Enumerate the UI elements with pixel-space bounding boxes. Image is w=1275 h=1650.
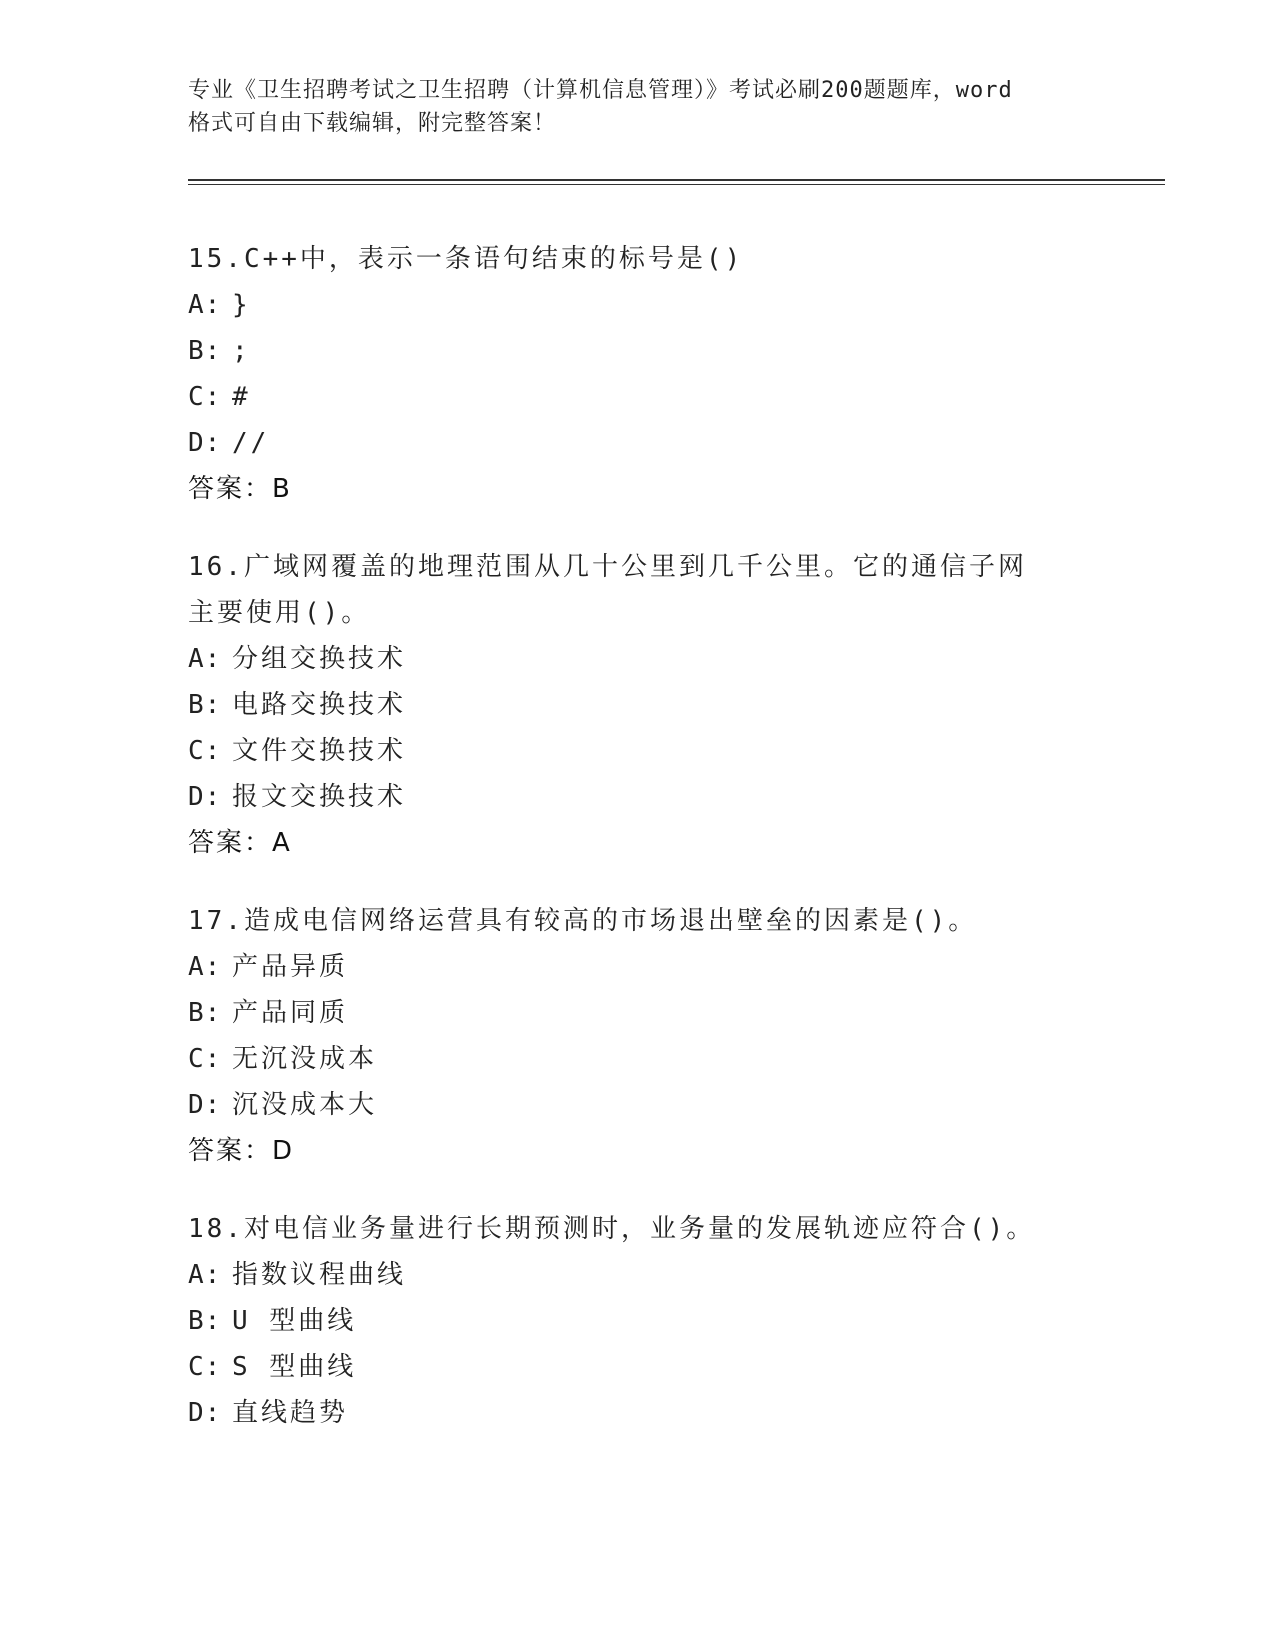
- option-letter: C:: [188, 382, 222, 412]
- option-text: #: [232, 382, 251, 412]
- answer-line: 答案：D: [188, 1136, 295, 1166]
- option-letter: A:: [188, 1260, 222, 1290]
- document-header: [188, 74, 1088, 140]
- option-c: [188, 728, 1088, 774]
- answer-line: 答案：B: [188, 474, 292, 504]
- option-text: 产品同质: [232, 998, 349, 1028]
- question-stem: 16.广域网覆盖的地理范围从几十公里到几千公里。它的通信子网主要使用()。: [188, 552, 1027, 628]
- option-b: [188, 328, 1088, 374]
- option-d: [188, 1390, 1088, 1436]
- option-text: 分组交换技术: [232, 644, 407, 674]
- question-stem: 17.造成电信网络运营具有较高的市场退出壁垒的因素是()。: [188, 906, 978, 936]
- option-c: [188, 374, 1088, 420]
- answer-line: 答案：A: [188, 828, 292, 858]
- header-line-2: 格式可自由下载编辑，附完整答案！: [188, 111, 557, 136]
- header-line-1: 专业《卫生招聘考试之卫生招聘（计算机信息管理）》考试必刷200题题库，word: [188, 78, 1013, 103]
- option-letter: B:: [188, 998, 222, 1028]
- option-b: [188, 682, 1088, 728]
- option-text: 文件交换技术: [232, 736, 407, 766]
- question-17: [188, 898, 1088, 1174]
- option-d: [188, 774, 1088, 820]
- question-stem: 15.C++中，表示一条语句结束的标号是(): [188, 244, 744, 274]
- option-a: [188, 282, 1088, 328]
- question-stem: 18.对电信业务量进行长期预测时，业务量的发展轨迹应符合()。: [188, 1214, 1036, 1244]
- option-letter: D:: [188, 782, 222, 812]
- option-c: [188, 1036, 1088, 1082]
- option-text: //: [232, 428, 270, 458]
- option-letter: A:: [188, 290, 222, 320]
- option-letter: C:: [188, 1352, 222, 1382]
- option-a: [188, 1252, 1088, 1298]
- question-16: [188, 544, 1088, 866]
- option-text: ;: [232, 336, 251, 366]
- option-text: 报文交换技术: [232, 782, 407, 812]
- question-15: [188, 236, 1088, 512]
- option-b: [188, 990, 1088, 1036]
- option-text: U 型曲线: [232, 1306, 357, 1336]
- header-divider-thick: [188, 179, 1165, 181]
- option-letter: A:: [188, 952, 222, 982]
- option-letter: B:: [188, 690, 222, 720]
- option-letter: D:: [188, 1398, 222, 1428]
- option-letter: D:: [188, 1090, 222, 1120]
- option-letter: A:: [188, 644, 222, 674]
- option-text: 直线趋势: [232, 1398, 349, 1428]
- option-d: [188, 420, 1088, 466]
- option-text: 产品异质: [232, 952, 349, 982]
- option-text: 电路交换技术: [232, 690, 407, 720]
- option-text: 指数议程曲线: [232, 1260, 407, 1290]
- option-letter: C:: [188, 736, 222, 766]
- option-c: [188, 1344, 1088, 1390]
- option-a: [188, 944, 1088, 990]
- option-a: [188, 636, 1088, 682]
- option-letter: D:: [188, 428, 222, 458]
- option-text: 无沉没成本: [232, 1044, 378, 1074]
- option-text: }: [232, 290, 251, 320]
- option-letter: B:: [188, 336, 222, 366]
- option-d: [188, 1082, 1088, 1128]
- option-letter: C:: [188, 1044, 222, 1074]
- question-18: [188, 1206, 1088, 1436]
- option-text: S 型曲线: [232, 1352, 357, 1382]
- option-letter: B:: [188, 1306, 222, 1336]
- option-b: [188, 1298, 1088, 1344]
- question-list: [188, 236, 1088, 1468]
- option-text: 沉没成本大: [232, 1090, 378, 1120]
- header-divider-thin: [188, 184, 1165, 185]
